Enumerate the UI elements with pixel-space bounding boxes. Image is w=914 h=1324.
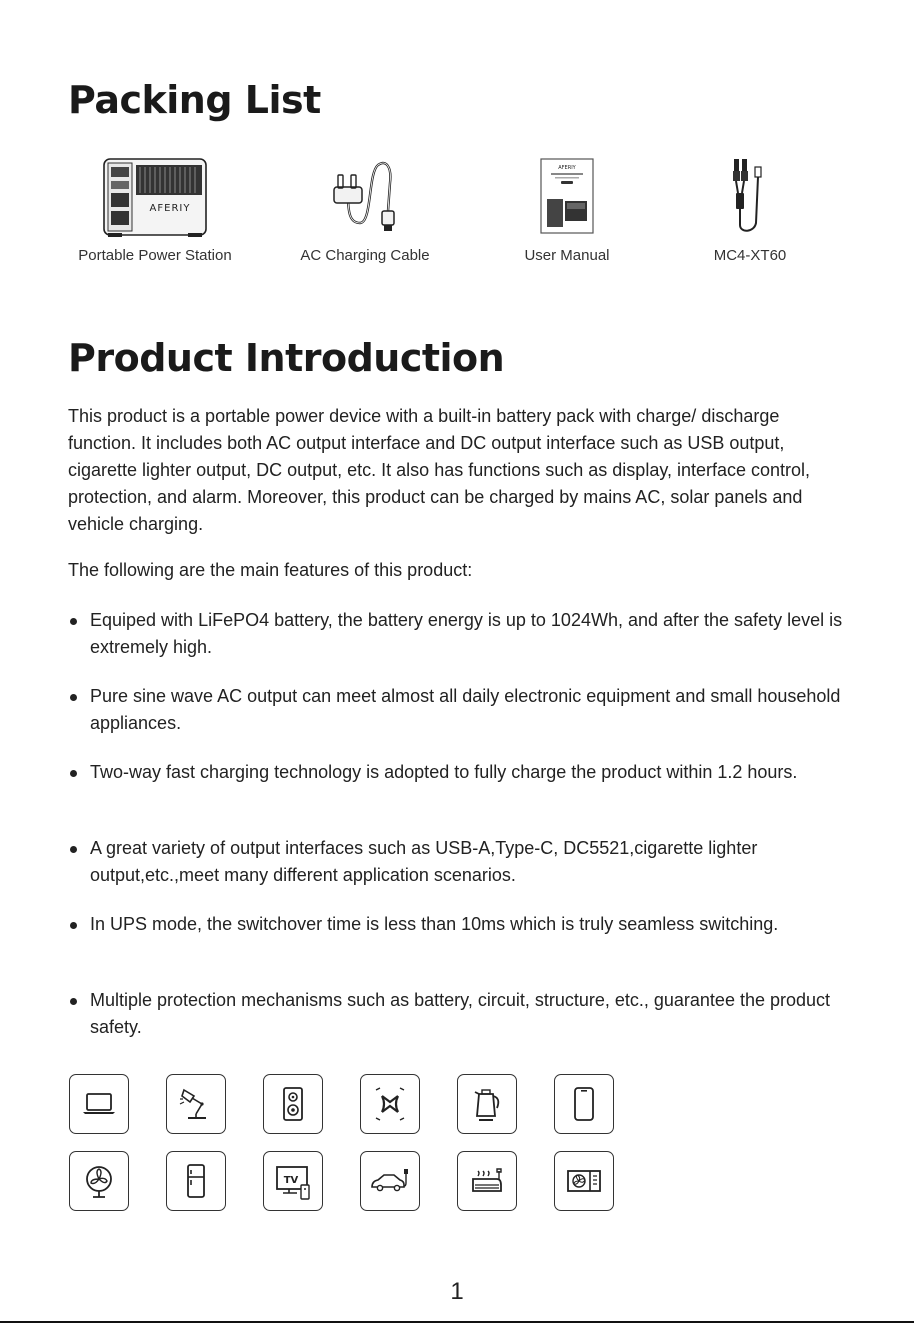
bullet-icon — [70, 770, 77, 777]
bottom-rule — [0, 1321, 914, 1323]
feature-item: Multiple protection mechanisms such as battery, circuit, structure, etc., guarantee the product safety. — [68, 987, 852, 1041]
packing-item-label: Portable Power Station — [78, 247, 232, 264]
svg-text:TV: TV — [283, 1175, 299, 1186]
feature-item: A great variety of output interfaces such as USB-A,Type-C, DC5521,cigarette lighter output,etc.,meet many different application scenarios. — [68, 835, 852, 889]
intro-paragraph: This product is a portable power device with a built-in battery pack with charge/ discharge function. It includes both AC output interface and DC output interface such as USB output, cigarette lighter output, DC output, etc. It also has functions such as display, interface control, protection, and alarm. Moreover, this product can be charged by mains AC, solar panels and vehicle charging. — [68, 406, 811, 534]
svg-text:AFERIY: AFERIY — [149, 203, 191, 214]
heated-blanket-icon — [457, 1151, 517, 1211]
feature-item: Two-way fast charging technology is adopted to fully charge the product within 1.2 hours. — [68, 759, 852, 786]
mc4-cable-icon — [720, 153, 780, 239]
feature-item: Pure sine wave AC output can meet almost all daily electronic equipment and small household appliances. — [68, 683, 852, 737]
bullet-icon — [70, 846, 77, 853]
packing-item-user-manual — [482, 150, 652, 265]
bullet-icon — [70, 998, 77, 1005]
feature-item: Equiped with LiFePO4 battery, the battery energy is up to 1024Wh, and after the safety level is extremely high. — [68, 607, 852, 661]
speaker-icon — [263, 1074, 323, 1134]
drone-icon — [360, 1074, 420, 1134]
packing-item-power-station — [70, 150, 240, 265]
feature-item: In UPS mode, the switchover time is less than 10ms which is truly seamless switching. — [68, 911, 852, 938]
fan-icon — [69, 1151, 129, 1211]
bullet-icon — [70, 618, 77, 625]
features-lead: The following are the main features of this product: — [68, 560, 473, 580]
user-manual-icon — [537, 155, 597, 237]
refrigerator-icon — [166, 1151, 226, 1211]
product-introduction-title: Product Introduction — [68, 336, 505, 380]
svg-text:AFERIY: AFERIY — [558, 165, 576, 171]
bullet-icon — [70, 694, 77, 701]
laptop-icon — [69, 1074, 129, 1134]
tv-icon — [263, 1151, 323, 1211]
power-station-icon — [100, 153, 210, 239]
packing-item-mc4-cable — [665, 150, 835, 265]
desk-lamp-icon — [166, 1074, 226, 1134]
page-number: 1 — [450, 1278, 464, 1305]
ac-cable-icon — [320, 153, 410, 239]
bullet-icon — [70, 922, 77, 929]
kettle-icon — [457, 1074, 517, 1134]
packing-item-label: AC Charging Cable — [300, 247, 430, 264]
electric-car-icon — [360, 1151, 420, 1211]
packing-item-label: User Manual — [524, 247, 610, 264]
packing-item-label: MC4-XT60 — [713, 247, 787, 264]
phone-icon — [554, 1074, 614, 1134]
packing-item-ac-cable — [280, 150, 450, 265]
air-conditioner-icon — [554, 1151, 614, 1211]
packing-list-title: Packing List — [68, 78, 321, 122]
